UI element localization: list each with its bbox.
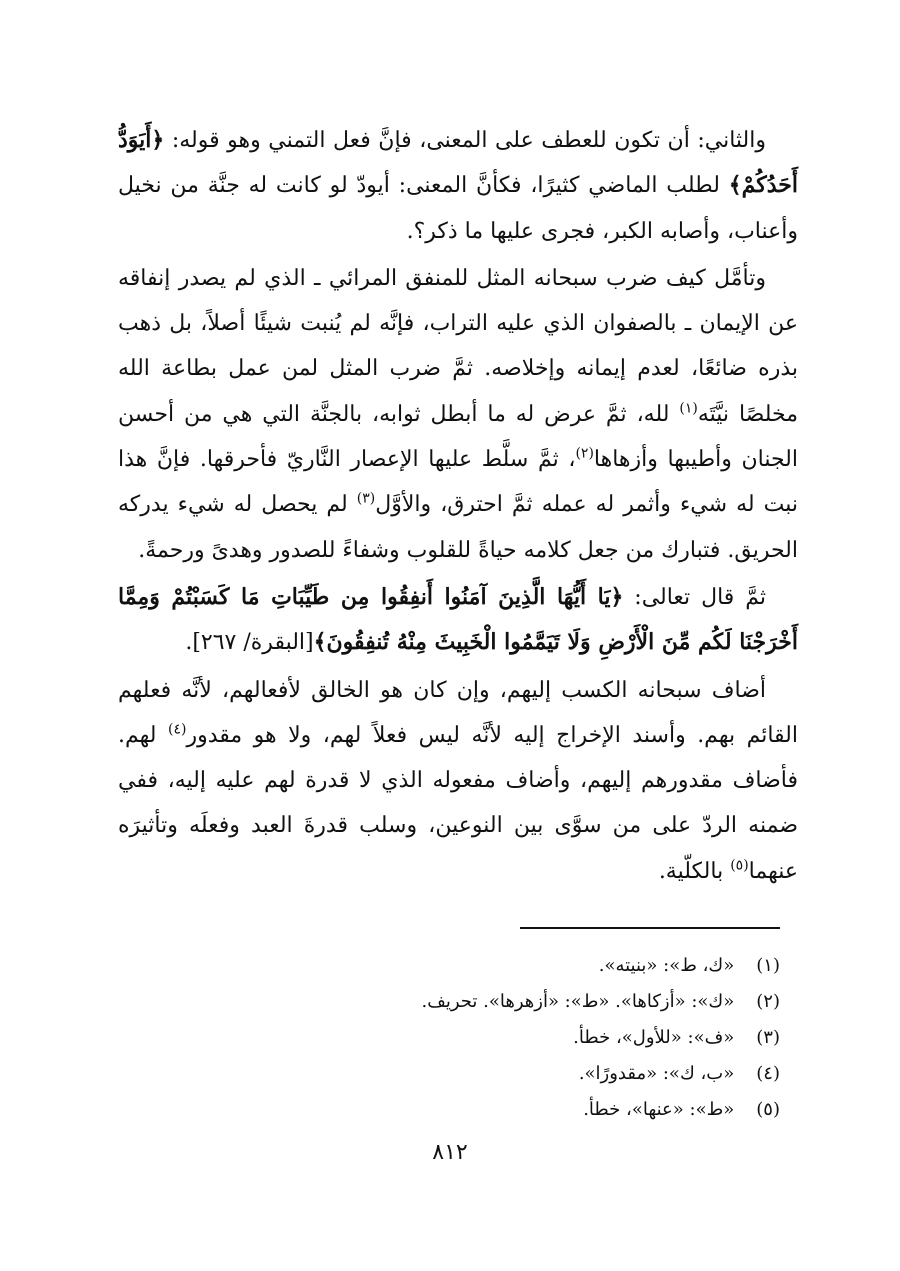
paragraph-1-text-a: والثاني: أن تكون للعطف على المعنى، فإنَّ فعل التمني وهو قوله: bbox=[171, 128, 766, 153]
main-text bbox=[118, 118, 798, 894]
paragraph-4-text-a: أضاف سبحانه الكسب إليهم، وإن كان هو الخالق لأفعالهم، لأنَّه فعلهم القائم بهم. وأسند الإخراج إليه لأنَّه ليس فعلاً لهم، ولا هو مقدور bbox=[118, 677, 798, 748]
footnote-text: «ط»: «عنها»، خطأ. bbox=[583, 1099, 735, 1120]
footnote-1 bbox=[300, 948, 780, 984]
footnote-text: «ك، ط»: «بنيته». bbox=[598, 955, 735, 976]
quran-verse: ﴿يَا أَيُّهَا الَّذِينَ آمَنُوا أَنفِقُوا مِن طَيِّبَاتِ مَا كَسَبْتُمْ وَمِمَّا أَخْرَجْنَا لَكُم مِّنَ الْأَرْضِ وَلَا تَيَمَّمُوا الْخَبِيثَ مِنْهُ تُنفِقُونَ﴾ bbox=[118, 583, 798, 656]
paragraph-1 bbox=[118, 118, 798, 254]
paragraph-2-text-b: لله، ثمَّ عرض له ما أبطل ثوابه، بالجنَّة التي هي من أحسن الجنان وأطيبها وأزهاها bbox=[118, 401, 798, 473]
paragraph-3-text-a: ثمَّ قال تعالى: bbox=[634, 584, 766, 610]
footnote-divider bbox=[520, 927, 780, 929]
footnotes bbox=[300, 948, 780, 1128]
paragraph-2-text-a: وتأمَّل كيف ضرب سبحانه المثل للمنفق المرائي ـ الذي لم يصدر إنفاقه عن الإيمان ـ بالصفوان الذي عليه التراب، فإنَّه لم يُنبت شيئًا أصلاً، بل ذهب بذره ضائعًا، لعدم إيمانه وإخلاصه. ثمَّ ضرب المثل لمن عمل بطاعة الله مخلصًا نيَّتَه bbox=[118, 265, 798, 427]
footnote-number: (١) bbox=[756, 955, 780, 976]
page-number: ٨١٢ bbox=[432, 1140, 468, 1165]
paragraph-2-text-d: لم يحصل له شيء يدركه الحريق. فتبارك من جعل كلامه حياةً للقلوب وشفاءً للصدور وهدىً ورحمةً. bbox=[118, 492, 798, 563]
paragraph-4-text-b: لهم. فأضاف مقدورهم إليهم، وأضاف مفعوله الذي لا قدرة لهم عليه إليه، ففي ضمنه الردّ على من سوَّى بين النوعين، وسلب قدرةَ العبد وفعلَه وتأثيرَه عنهما bbox=[118, 722, 798, 884]
footnote-2 bbox=[300, 984, 780, 1020]
paragraph-3 bbox=[118, 575, 798, 666]
verse-reference: [البقرة/ ٢٦٧]. bbox=[185, 630, 314, 656]
paragraph-4-text-c: بالكلّية. bbox=[658, 858, 724, 884]
paragraph-2-text-c: ، ثمَّ سلَّط عليها الإعصار النَّاريّ فأحرقها. فإنَّ هذا نبت له شيء وأثمر له عمله ثمَّ احترق، والأوَّل bbox=[118, 447, 798, 518]
footnote-ref-3: (٣) bbox=[356, 491, 376, 508]
paragraph-1-text-b: لطلب الماضي كثيرًا، فكأنَّ المعنى: أيودّ لو كانت له جنَّة من نخيل وأعناب، وأصابه الكبر، فجرى عليها ما ذكر؟. bbox=[118, 173, 798, 244]
footnote-ref-4: (٤) bbox=[167, 721, 187, 738]
footnote-ref-1: (١) bbox=[679, 400, 698, 417]
footnote-number: (٤) bbox=[756, 1063, 780, 1084]
paragraph-4 bbox=[118, 668, 798, 894]
footnote-number: (٢) bbox=[756, 991, 780, 1012]
footnote-number: (٣) bbox=[756, 1027, 780, 1048]
footnote-text: «ف»: «للأول»، خطأ. bbox=[573, 1027, 735, 1048]
footnote-text: «ب، ك»: «مقدورًا». bbox=[578, 1063, 735, 1084]
footnote-5 bbox=[300, 1092, 780, 1128]
footnote-text: «ك»: «أزكاها». «ط»: «أزهرها». تحريف. bbox=[421, 991, 735, 1012]
footnote-number: (٥) bbox=[756, 1099, 780, 1120]
paragraph-2 bbox=[118, 256, 798, 573]
footnote-4 bbox=[300, 1056, 780, 1092]
footnote-3 bbox=[300, 1020, 780, 1056]
footnote-ref-5: (٥) bbox=[730, 857, 749, 874]
footnote-ref-2: (٢) bbox=[575, 445, 594, 462]
quran-quote: ﴿أَيَوَدُّ أَحَدُكُمْ﴾ bbox=[118, 127, 798, 199]
